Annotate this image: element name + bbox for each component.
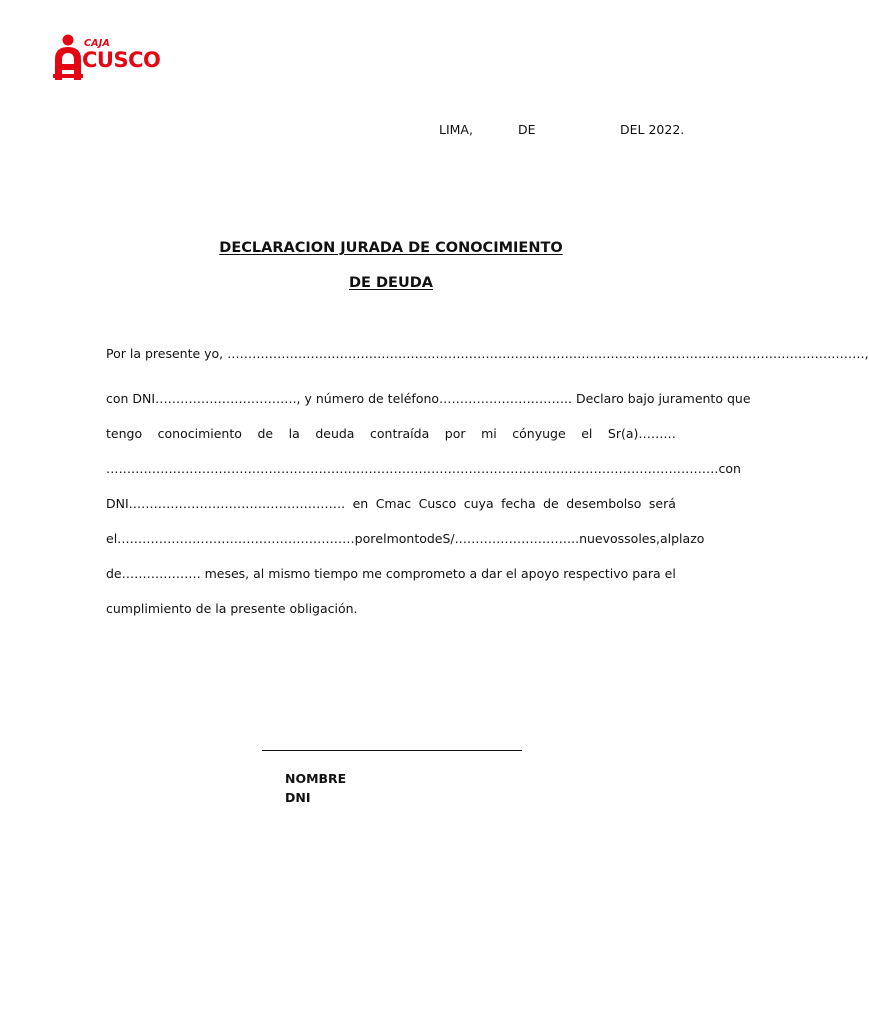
body-word: meses, xyxy=(204,566,250,581)
declaration-body xyxy=(106,336,869,626)
body-word: por xyxy=(354,531,376,546)
body-line xyxy=(106,591,676,626)
body-word: tiempo xyxy=(314,566,359,581)
body-word: al xyxy=(253,566,265,581)
body-word: Sr(a)……… xyxy=(607,426,676,441)
document-title-line-2: DE DEUDA xyxy=(349,275,433,291)
body-word: me xyxy=(362,566,382,581)
signature-name-label: NOMBRE xyxy=(285,771,347,786)
body-line xyxy=(106,451,741,486)
body-word: Cusco xyxy=(418,496,457,511)
signature-dni-label: DNI xyxy=(285,790,311,805)
body-word: apoyo xyxy=(521,566,560,581)
body-word: será xyxy=(648,496,676,511)
date-year: DEL 2022. xyxy=(620,122,685,137)
caja-cusco-logo xyxy=(52,34,162,82)
body-line xyxy=(106,336,869,371)
body-word: por xyxy=(444,426,466,441)
body-word: de xyxy=(543,496,559,511)
body-word: contraída xyxy=(370,426,430,441)
body-word: ……………………….. xyxy=(458,531,580,546)
body-word: mi xyxy=(481,426,497,441)
caja-cusco-emblem-icon xyxy=(52,34,84,82)
body-word: S/. xyxy=(442,531,459,546)
body-word: ………………………………………………………………………………………………………………………………… xyxy=(106,461,719,476)
logo-caja-text: CAJA xyxy=(84,38,111,49)
body-word: deuda xyxy=(315,426,355,441)
body-line xyxy=(106,416,676,451)
body-word: en xyxy=(352,496,369,511)
body-word: dar xyxy=(481,566,502,581)
body-word: el xyxy=(581,426,593,441)
body-word: el xyxy=(505,566,518,581)
body-word: con DNI……………………………., y número de teléfono………………………….. Declaro bajo juramento que xyxy=(106,391,751,406)
body-word: de………………. xyxy=(106,566,201,581)
body-word: desembolso xyxy=(566,496,642,511)
body-line xyxy=(106,381,751,416)
body-word: comprometo xyxy=(385,566,466,581)
body-word: el xyxy=(664,566,676,581)
body-word: respectivo xyxy=(563,566,629,581)
body-word: fecha xyxy=(501,496,536,511)
body-word: al xyxy=(659,531,672,546)
body-line xyxy=(106,556,676,591)
body-word: el………………………………………………… xyxy=(106,531,355,546)
logo-cusco-text: CUSCO xyxy=(82,48,161,72)
body-word: de xyxy=(257,426,274,441)
body-word: conocimiento xyxy=(157,426,242,441)
body-word: con xyxy=(718,461,741,476)
body-word: nuevos xyxy=(579,531,625,546)
body-word: cuya xyxy=(463,496,494,511)
body-word: DNI……………………………………………. xyxy=(106,496,346,511)
date-city: LIMA, xyxy=(439,122,473,137)
body-word: monto xyxy=(386,531,427,546)
signature-line xyxy=(262,750,522,751)
body-word: de xyxy=(426,531,443,546)
body-word: para xyxy=(632,566,661,581)
body-word: mismo xyxy=(268,566,311,581)
body-line xyxy=(106,521,705,556)
body-word: cumplimiento de la presente obligación. xyxy=(106,601,358,616)
body-word: cónyuge xyxy=(512,426,566,441)
body-line xyxy=(106,486,676,521)
body-word: el xyxy=(375,531,387,546)
body-word: tengo xyxy=(106,426,143,441)
body-word: la xyxy=(288,426,300,441)
date-line xyxy=(0,122,768,140)
body-word: soles, xyxy=(624,531,660,546)
document-title-line-1: DECLARACION JURADA DE CONOCIMIENTO xyxy=(219,240,563,256)
body-word: plazo xyxy=(671,531,705,546)
body-word: a xyxy=(469,566,478,581)
body-word: Por la presente yo, ………………………………………………………………………………………………………………………………………, xyxy=(106,346,869,361)
date-month-label: DE xyxy=(518,122,536,137)
body-word: Cmac xyxy=(375,496,412,511)
